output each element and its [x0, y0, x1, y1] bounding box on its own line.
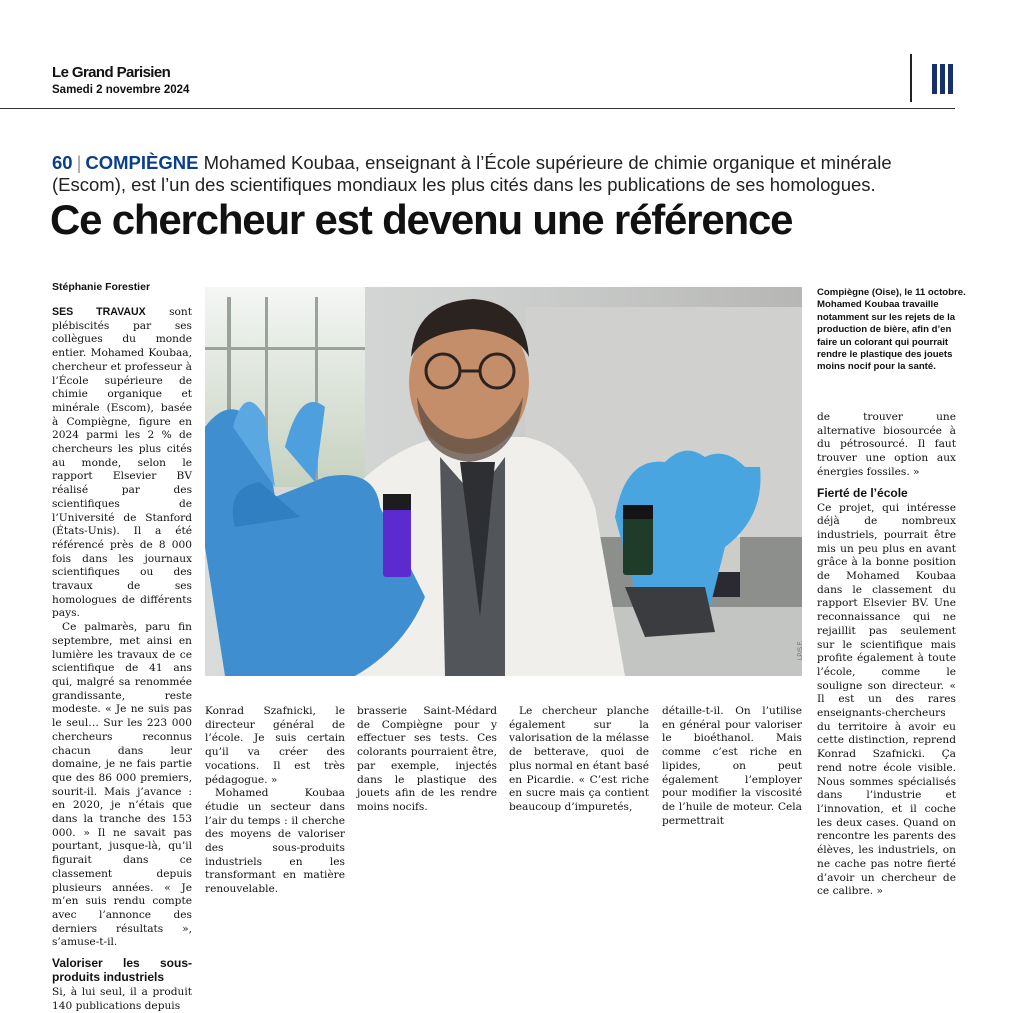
col1-paragraph-2: Ce palmarès, paru fin septembre, met ainsi en lumière les travaux de ce scientifique de 41 ans qui, malgré sa renommée grandissante, reste modeste. « Je ne suis pas le seul… Sur les 223 000 chercheurs reconnus chacun dans leur domaine, je ne fais partie que des 86 000 premiers, sourit-il. Mais j’avance : en 2020, je n’étais que dans la tranche des 153 000. » Il ne savait pas pourtant, jusque-là, qu’il figurait dans ce classement depuis plusieurs années. « Je m’en suis rendu compte avec l’annonce des derniers résultats », s’amuse-t-il.	[52, 621, 192, 949]
col2-paragraph-1: Konrad Szafnicki, le directeur général de l’école. Je suis certain qu’il va créer des vocations. Il est très pédagogue. »	[205, 705, 345, 786]
byline: Stéphanie Forestier	[52, 281, 151, 293]
col1-paragraph-3: Si, à lui seul, il a produit 140 publications depuis	[52, 986, 192, 1012]
caption-text: Compiègne (Oise), le 11 octobre. Mohamed Koubaa travaille notamment sur les rejets de la production de bière, afin d’en faire un colorant qui pourrait rendre le plastique des jouets moins nocif pour la santé.	[817, 287, 966, 373]
subhead-industrial: Valoriser les sous-produits industriels	[52, 956, 192, 985]
photo-credit: LP/S.F.	[798, 640, 804, 660]
column-5	[662, 705, 802, 828]
kicker-text: Mohamed Koubaa, enseignant à l’École supérieure de chimie organique et minérale (Escom), est l’un des scientifiques mondiaux les plus cités dans les publications de ses homologues.	[52, 152, 892, 195]
city-label: COMPIÈGNE	[85, 152, 199, 173]
header-rule	[0, 108, 955, 109]
publication-name: Le Grand Parisien	[52, 64, 171, 81]
column-1	[52, 306, 192, 1013]
photo-caption	[817, 287, 967, 374]
article-kicker: 60 | COMPIÈGNE Mohamed Koubaa, enseignant à l’École supérieure de chimie organique et minérale (Escom), est l’un des scientifiques mondiaux les plus cités dans les publications de ses homologues.	[52, 152, 892, 195]
col5-paragraph-1: détaille-t-il. On l’utilise en général pour valoriser le bioéthanol. Mais comme c’est riche en lipides, on peut également l’employer pour modifier la viscosité de l’huile de moteur. Cela permettrait	[662, 705, 802, 827]
article-photo	[205, 287, 802, 676]
newspaper-logo-icon	[932, 64, 953, 94]
col4-paragraph-1: Le chercheur planche également sur la valorisation de la mélasse de betterave, quoi de plus normal en étant basé en Picardie. « C’est riche en sucre mais ça contient beaucoup d’impuretés,	[509, 705, 649, 813]
column-3	[357, 705, 497, 815]
column-6	[817, 411, 956, 899]
column-4	[509, 705, 649, 815]
col1-paragraph-1: sont plébiscités par ses collègues du monde entier. Mohamed Koubaa, chercheur et professeur à l’École supérieure de chimie organique et minérale (Escom), basée à Compiègne, figure en 2024 parmi les 2 % de chercheurs les plus cités au monde, selon le rapport Elsevier BV réalisé par des scientifiques de l’Université de Stanford (États-Unis). Il a été référencé près de 8 000 fois dans les journaux scientifiques ou des travaux de ses homologues de différents pays.	[52, 306, 192, 620]
header-divider	[910, 54, 912, 102]
column-2	[205, 705, 345, 897]
col6-paragraph-1: de trouver une alternative biosourcée à du pétrosourcé. Il faut trouver une option aux énergies fossiles. »	[817, 411, 956, 478]
col3-paragraph-1: brasserie Saint-Médard de Compiègne pour y effectuer ses tests. Ces colorants pourraient être, par exemple, injectés dans le plastique des jouets afin de les rendre moins nocifs.	[357, 705, 497, 813]
col6-paragraph-2: Ce projet, qui intéresse déjà de nombreux industriels, pourrait être mis un peu plus en avant grâce à la bonne position de Mohamed Koubaa dans le classement du rapport Elsevier BV. Une reconnaissance qui ne rejaillit pas seulement sur le scientifique mais profite également à toute l’école, comme le souligne son directeur. « Il est un des rares enseignants-chercheurs du territoire à avoir eu cette distinction, reprend Konrad Szafnicki. Ça rend notre école visible. Nous sommes spécialisés dans l’industrie et l’innovation, et il coche les deux cases. Quand on rencontre les parents des élèves, les industriels, on ne cache pas notre fierté d’avoir un chercheur de ce calibre. »	[817, 501, 956, 898]
department-number: 60	[52, 152, 73, 173]
article-headline: Ce chercheur est devenu une référence	[50, 196, 793, 243]
issue-date: Samedi 2 novembre 2024	[52, 84, 190, 96]
lead-in: SES TRAVAUX	[52, 306, 146, 318]
subhead-school-pride: Fierté de l’école	[817, 485, 908, 500]
col2-paragraph-2: Mohamed Koubaa étudie un secteur dans l’air du temps : il cherche des moyens de valoriser des sous-produits industriels en les transformant en matière renouvelable.	[205, 787, 345, 896]
